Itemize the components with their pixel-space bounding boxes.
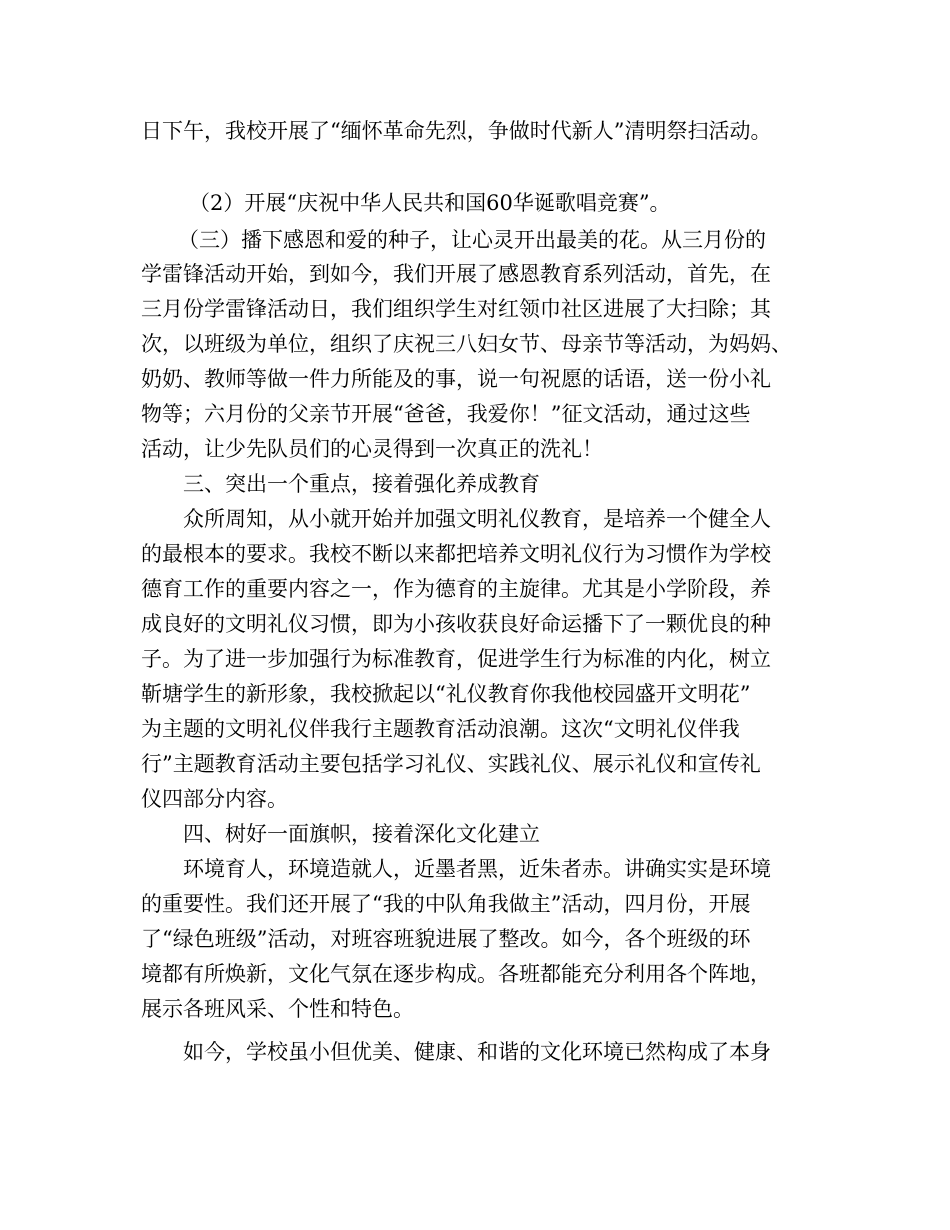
text-line: 众所周知，从小就开始并加强文明礼仪教育，是培养一个健全人 — [183, 507, 771, 531]
text-line: 三月份学雷锋活动日，我们组织学生对红领巾社区进展了大扫除；其 — [141, 297, 771, 321]
text-line: 靳塘学生的新形象，我校掀起以“礼仪教育你我他校园盛开文明花” — [141, 682, 751, 706]
text-line: 活动，让少先队员们的心灵得到一次真正的洗礼！ — [141, 437, 603, 461]
text-line: 环境育人，环境造就人，近墨者黑，近朱者赤。讲确实实是环境 — [183, 857, 771, 881]
text-line: 子。为了进一步加强行为标准教育，促进学生行为标准的内化，树立 — [141, 647, 771, 671]
text-line: 为主题的文明礼仪伴我行主题教育活动浪潮。这次“文明礼仪伴我 — [141, 717, 740, 741]
text-line: 境都有所焕新，文化气氛在逐步构成。各班都能充分利用各个阵地， — [141, 962, 771, 986]
text-line: 成良好的文明礼仪习惯，即为小孩收获良好命运播下了一颗优良的种 — [141, 612, 771, 636]
text-line: 的最根本的要求。我校不断以来都把培养文明礼仪行为习惯作为学校 — [141, 542, 771, 566]
text-line: 的重要性。我们还开展了“我的中队角我做主”活动，四月份，开展 — [141, 892, 751, 916]
text-line: 次，以班级为单位，组织了庆祝三八妇女节、母亲节等活动，为妈妈、 — [141, 332, 792, 356]
text-line: 如今，学校虽小但优美、健康、和谐的文化环境已然构成了本身 — [183, 1040, 771, 1064]
text-line: 奶奶、教师等做一件力所能及的事，说一句祝愿的话语，送一份小礼 — [141, 367, 771, 391]
text-line: 学雷锋活动开始，到如今，我们开展了感恩教育系列活动，首先，在 — [141, 262, 771, 286]
text-line: 物等；六月份的父亲节开展“爸爸，我爱你！”征文活动，通过这些 — [141, 402, 751, 426]
text-line: 仪四部分内容。 — [141, 787, 288, 811]
text-line: （三）播下感恩和爱的种子，让心灵开出最美的花。从三月份的 — [178, 228, 766, 252]
text-line: 展示各班风采、个性和特色。 — [141, 997, 414, 1021]
section-heading: 四、树好一面旗帜，接着深化文化建立 — [183, 822, 540, 846]
text-line: （2）开展“庆祝中华人民共和国60华诞歌唱竞赛”。 — [189, 191, 671, 215]
text-line: 日下午，我校开展了“缅怀革命先烈，争做时代新人”清明祭扫活动。 — [141, 119, 772, 143]
text-line: 行”主题教育活动主要包括学习礼仪、实践礼仪、展示礼仪和宣传礼 — [141, 752, 761, 776]
section-heading: 三、突出一个重点，接着强化养成教育 — [183, 472, 540, 496]
text-line: 德育工作的重要内容之一，作为德育的主旋律。尤其是小学阶段，养 — [141, 577, 771, 601]
text-line: 了“绿色班级”活动，对班容班貌进展了整改。如今，各个班级的环 — [141, 927, 751, 951]
